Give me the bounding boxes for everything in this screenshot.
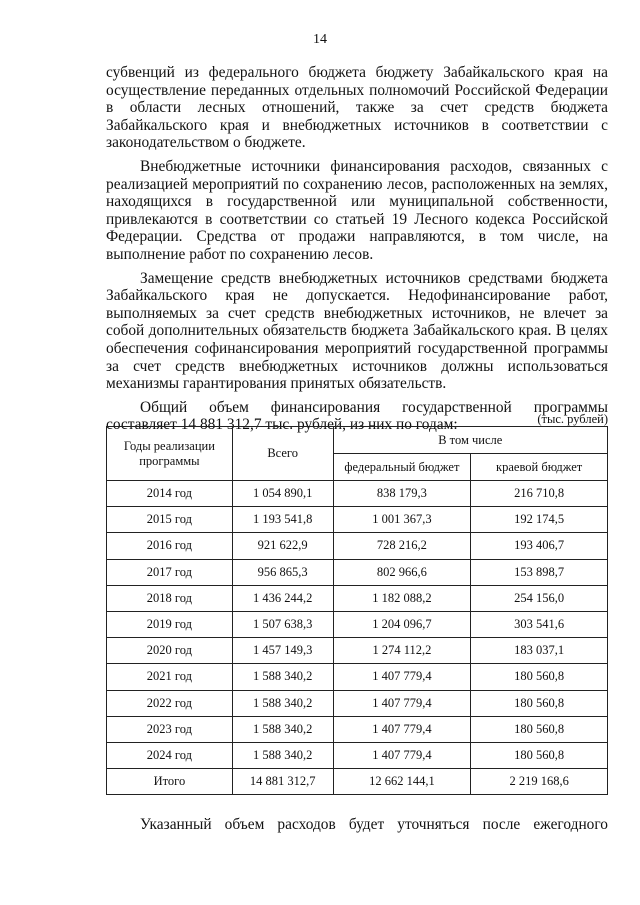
cell-regional: 180 560,8 bbox=[471, 742, 608, 768]
cell-regional: 193 406,7 bbox=[471, 533, 608, 559]
cell-total: 1 588 340,2 bbox=[232, 664, 333, 690]
cell-total: 1 588 340,2 bbox=[232, 742, 333, 768]
cell-year: 2014 год bbox=[107, 481, 233, 507]
cell-total: 1 193 541,8 bbox=[232, 507, 333, 533]
unit-note: (тыс. рублей) bbox=[537, 412, 608, 426]
cell-year: 2015 год bbox=[107, 507, 233, 533]
cell-federal: 1 001 367,3 bbox=[333, 507, 471, 533]
cell-year: 2017 год bbox=[107, 559, 233, 585]
paragraph-3: Замещение средств внебюджетных источников средствами бюджета Забайкальского края не допускается. Недофинансирование работ, выполняемых за счет средств внебюджетных источников, не влечет за собой дополнительных обязательств бюджета Забайкальского края. В целях обеспечения софинансирования мероприятий государственной программы за счет средств внебюджетных источников должны использоваться механизмы гарантирования принятых обязательств. bbox=[106, 269, 608, 393]
table-row bbox=[107, 638, 608, 664]
cell-federal: 802 966,6 bbox=[333, 559, 471, 585]
table-row bbox=[107, 690, 608, 716]
cell-federal: 1 407 779,4 bbox=[333, 742, 471, 768]
cell-regional: 303 541,6 bbox=[471, 611, 608, 637]
cell-federal: 1 407 779,4 bbox=[333, 716, 471, 742]
cell-regional: 180 560,8 bbox=[471, 690, 608, 716]
footer-text: Указанный объем расходов будет уточняться после ежегодного bbox=[140, 816, 608, 833]
header-years: Годы реализации программы bbox=[107, 427, 233, 481]
cell-total: 1 507 638,3 bbox=[232, 611, 333, 637]
cell-regional: 216 710,8 bbox=[471, 481, 608, 507]
cell-federal: 1 407 779,4 bbox=[333, 690, 471, 716]
table-row bbox=[107, 769, 608, 795]
cell-regional: 180 560,8 bbox=[471, 716, 608, 742]
cell-total: 1 588 340,2 bbox=[232, 716, 333, 742]
table-row bbox=[107, 611, 608, 637]
cell-federal: 1 407 779,4 bbox=[333, 664, 471, 690]
table-row bbox=[107, 742, 608, 768]
cell-year: 2022 год bbox=[107, 690, 233, 716]
header-federal: федеральный бюджет bbox=[333, 454, 471, 481]
cell-regional: 180 560,8 bbox=[471, 664, 608, 690]
cell-total: 14 881 312,7 bbox=[232, 769, 333, 795]
cell-total: 1 588 340,2 bbox=[232, 690, 333, 716]
cell-year: 2023 год bbox=[107, 716, 233, 742]
cell-total: 921 622,9 bbox=[232, 533, 333, 559]
header-total: Всего bbox=[232, 427, 333, 481]
page-number: 14 bbox=[313, 32, 327, 47]
cell-federal: 838 179,3 bbox=[333, 481, 471, 507]
cell-total: 1 436 244,2 bbox=[232, 585, 333, 611]
table-row bbox=[107, 664, 608, 690]
table-row bbox=[107, 716, 608, 742]
cell-total: 1 054 890,1 bbox=[232, 481, 333, 507]
cell-federal: 1 274 112,2 bbox=[333, 638, 471, 664]
cell-regional: 183 037,1 bbox=[471, 638, 608, 664]
cell-regional: 153 898,7 bbox=[471, 559, 608, 585]
cell-federal: 1 182 088,2 bbox=[333, 585, 471, 611]
cell-federal: 728 216,2 bbox=[333, 533, 471, 559]
table-row bbox=[107, 481, 608, 507]
cell-regional: 254 156,0 bbox=[471, 585, 608, 611]
cell-federal: 1 204 096,7 bbox=[333, 611, 471, 637]
cell-year: 2020 год bbox=[107, 638, 233, 664]
cell-year: 2016 год bbox=[107, 533, 233, 559]
cell-total: 1 457 149,3 bbox=[232, 638, 333, 664]
cell-regional: 2 219 168,6 bbox=[471, 769, 608, 795]
cell-regional: 192 174,5 bbox=[471, 507, 608, 533]
paragraph-1: субвенций из федерального бюджета бюджету Забайкальского края на осуществление переданных отдельных полномочий Российской Федерации в области лесных отношений, также за счет средств бюджета Забайкальского края и внебюджетных источников в соответствии с законодательством о бюджете. bbox=[106, 64, 608, 152]
cell-year: 2021 год bbox=[107, 664, 233, 690]
table-row bbox=[107, 507, 608, 533]
table-row bbox=[107, 533, 608, 559]
table-row bbox=[107, 585, 608, 611]
cell-year: Итого bbox=[107, 769, 233, 795]
cell-federal: 12 662 144,1 bbox=[333, 769, 471, 795]
cell-year: 2018 год bbox=[107, 585, 233, 611]
cell-year: 2024 год bbox=[107, 742, 233, 768]
header-regional: краевой бюджет bbox=[471, 454, 608, 481]
cell-year: 2019 год bbox=[107, 611, 233, 637]
funding-table bbox=[106, 426, 608, 795]
table-row bbox=[107, 559, 608, 585]
paragraph-2: Внебюджетные источники финансирования расходов, связанных с реализацией мероприятий по сохранению лесов, расположенных на землях, находящихся в государственной или муниципальной собственности, привлекаются в соответствии со статьей 19 Лесного кодекса Российской Федерации. Средства от продажи направляются, в том числе, на выполнение работ по сохранению лесов. bbox=[106, 157, 608, 263]
cell-total: 956 865,3 bbox=[232, 559, 333, 585]
body-text bbox=[106, 64, 608, 440]
header-including: В том числе bbox=[333, 427, 607, 454]
paragraph-4: Общий объем финансирования государственной программы составляет 14 881 312,7 тыс. рублей, из них по годам: bbox=[106, 398, 608, 434]
